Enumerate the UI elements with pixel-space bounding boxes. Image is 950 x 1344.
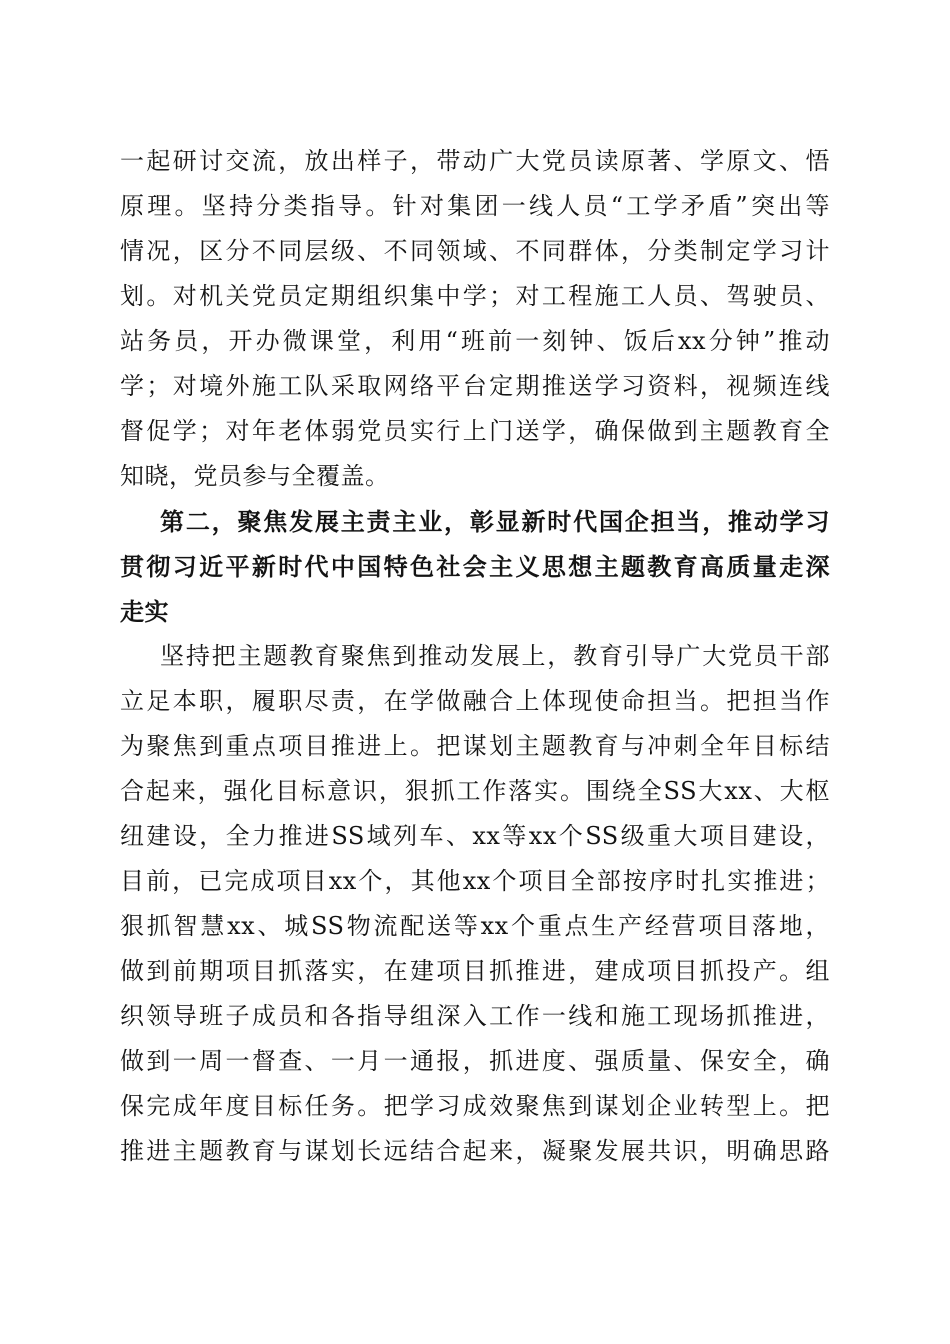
text-line: 划。对机关党员定期组织集中学；对工程施工人员、驾驶员、 <box>120 282 830 310</box>
heading-line: 走实 <box>120 597 169 626</box>
text-line: 狠抓智慧xx、城SS物流配送等xx个重点生产经营项目落地， <box>120 912 830 940</box>
section-heading-second <box>120 499 830 634</box>
heading-line: 第二，聚焦发展主责主业，彰显新时代国企担当，推动学习 <box>160 507 830 536</box>
text-line: 目前，已完成项目xx个，其他xx个项目全部按序时扎实推进； <box>120 867 830 895</box>
text-line: 为聚焦到重点项目推进上。把谋划主题教育与冲刺全年目标结 <box>120 732 830 760</box>
text-line: 站务员，开办微课堂，利用“班前一刻钟、饭后xx分钟”推动 <box>120 327 830 355</box>
paragraph-study-guidance <box>120 139 830 499</box>
paragraph-development-focus <box>120 634 830 1174</box>
text-line: 做到前期项目抓落实，在建项目抓推进，建成项目抓投产。组 <box>120 957 830 985</box>
heading-line: 贯彻习近平新时代中国特色社会主义思想主题教育高质量走深 <box>120 552 830 581</box>
text-line: 纽建设，全力推进SS域列车、xx等xx个SS级重大项目建设， <box>120 822 830 850</box>
text-line: 坚持把主题教育聚焦到推动发展上，教育引导广大党员干部 <box>160 642 830 670</box>
text-line: 督促学；对年老体弱党员实行上门送学，确保做到主题教育全 <box>120 417 830 445</box>
text-line: 做到一周一督查、一月一通报，抓进度、强质量、保安全，确 <box>120 1047 830 1075</box>
text-line: 学；对境外施工队采取网络平台定期推送学习资料，视频连线 <box>120 372 830 400</box>
text-line: 立足本职，履职尽责，在学做融合上体现使命担当。把担当作 <box>120 687 830 715</box>
text-line: 推进主题教育与谋划长远结合起来，凝聚发展共识，明确思路 <box>120 1137 830 1165</box>
text-line: 保完成年度目标任务。把学习成效聚焦到谋划企业转型上。把 <box>120 1092 830 1120</box>
text-line: 情况，区分不同层级、不同领域、不同群体，分类制定学习计 <box>120 237 830 265</box>
document-body <box>120 139 830 1174</box>
text-line: 织领导班子成员和各指导组深入工作一线和施工现场抓推进， <box>120 1002 830 1030</box>
text-line: 合起来，强化目标意识，狠抓工作落实。围绕全SS大xx、大枢 <box>120 777 830 805</box>
text-line: 知晓，党员参与全覆盖。 <box>120 462 390 490</box>
text-line: 原理。坚持分类指导。针对集团一线人员“工学矛盾”突出等 <box>120 192 830 220</box>
text-line: 一起研讨交流，放出样子，带动广大党员读原著、学原文、悟 <box>120 147 830 175</box>
